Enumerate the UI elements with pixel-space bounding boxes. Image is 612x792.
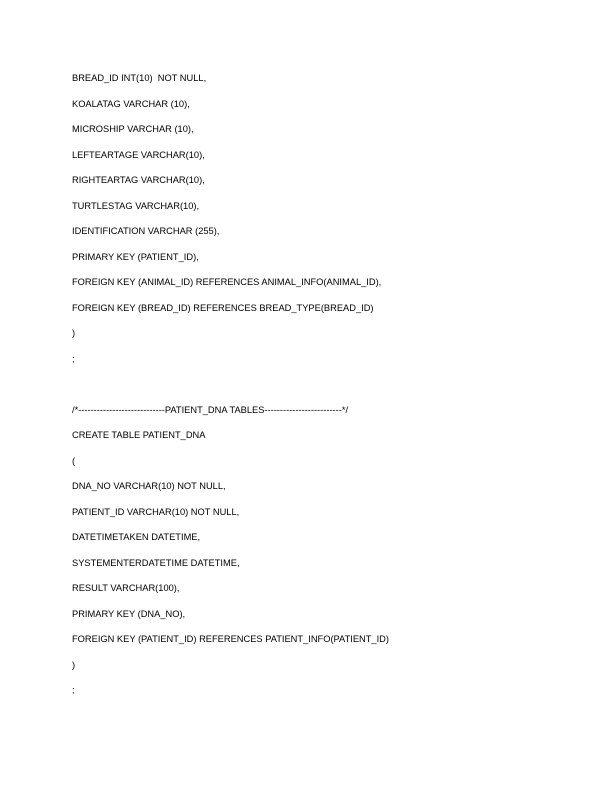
code-line: ) [72, 659, 76, 670]
code-line: FOREIGN KEY (PATIENT_ID) REFERENCES PATIENT_INFO(PATIENT_ID) [72, 634, 389, 644]
code-line: FOREIGN KEY (ANIMAL_ID) REFERENCES ANIMAL_INFO(ANIMAL_ID), [72, 277, 382, 287]
section-comment: /*----------------------------PATIENT_DNA TABLES-------------------------*/ [72, 404, 349, 415]
code-line: ( [72, 455, 76, 466]
code-line: ; [72, 353, 75, 364]
code-line: MICROSHIP VARCHAR (10), [72, 124, 194, 134]
code-line: KOALATAG VARCHAR (10), [72, 98, 190, 109]
code-line: PATIENT_ID VARCHAR(10) NOT NULL, [72, 506, 240, 517]
code-line: RIGHTEARTAG VARCHAR(10), [72, 175, 205, 185]
code-line: ; [72, 685, 75, 695]
code-line: SYSTEMENTERDATETIME DATETIME, [72, 557, 240, 568]
code-line: PRIMARY KEY (DNA_NO), [72, 608, 186, 619]
code-line: PRIMARY KEY (PATIENT_ID), [72, 251, 199, 262]
sql-code-block [72, 72, 542, 710]
code-line: DATETIMETAKEN DATETIME, [72, 532, 201, 542]
code-line: RESULT VARCHAR(100), [72, 583, 180, 593]
code-line: FOREIGN KEY (BREAD_ID) REFERENCES BREAD_TYPE(BREAD_ID) [72, 302, 374, 313]
code-line: ) [72, 328, 76, 338]
code-line: LEFTEARTAGE VARCHAR(10), [72, 149, 205, 160]
code-line: BREAD_ID INT(10) NOT NULL, [72, 73, 207, 83]
blank-line [72, 378, 542, 390]
code-line: TURTLESTAG VARCHAR(10), [72, 200, 200, 211]
code-line: DNA_NO VARCHAR(10) NOT NULL, [72, 481, 226, 491]
code-line: CREATE TABLE PATIENT_DNA [72, 430, 206, 440]
code-line: IDENTIFICATION VARCHAR (255), [72, 226, 220, 236]
